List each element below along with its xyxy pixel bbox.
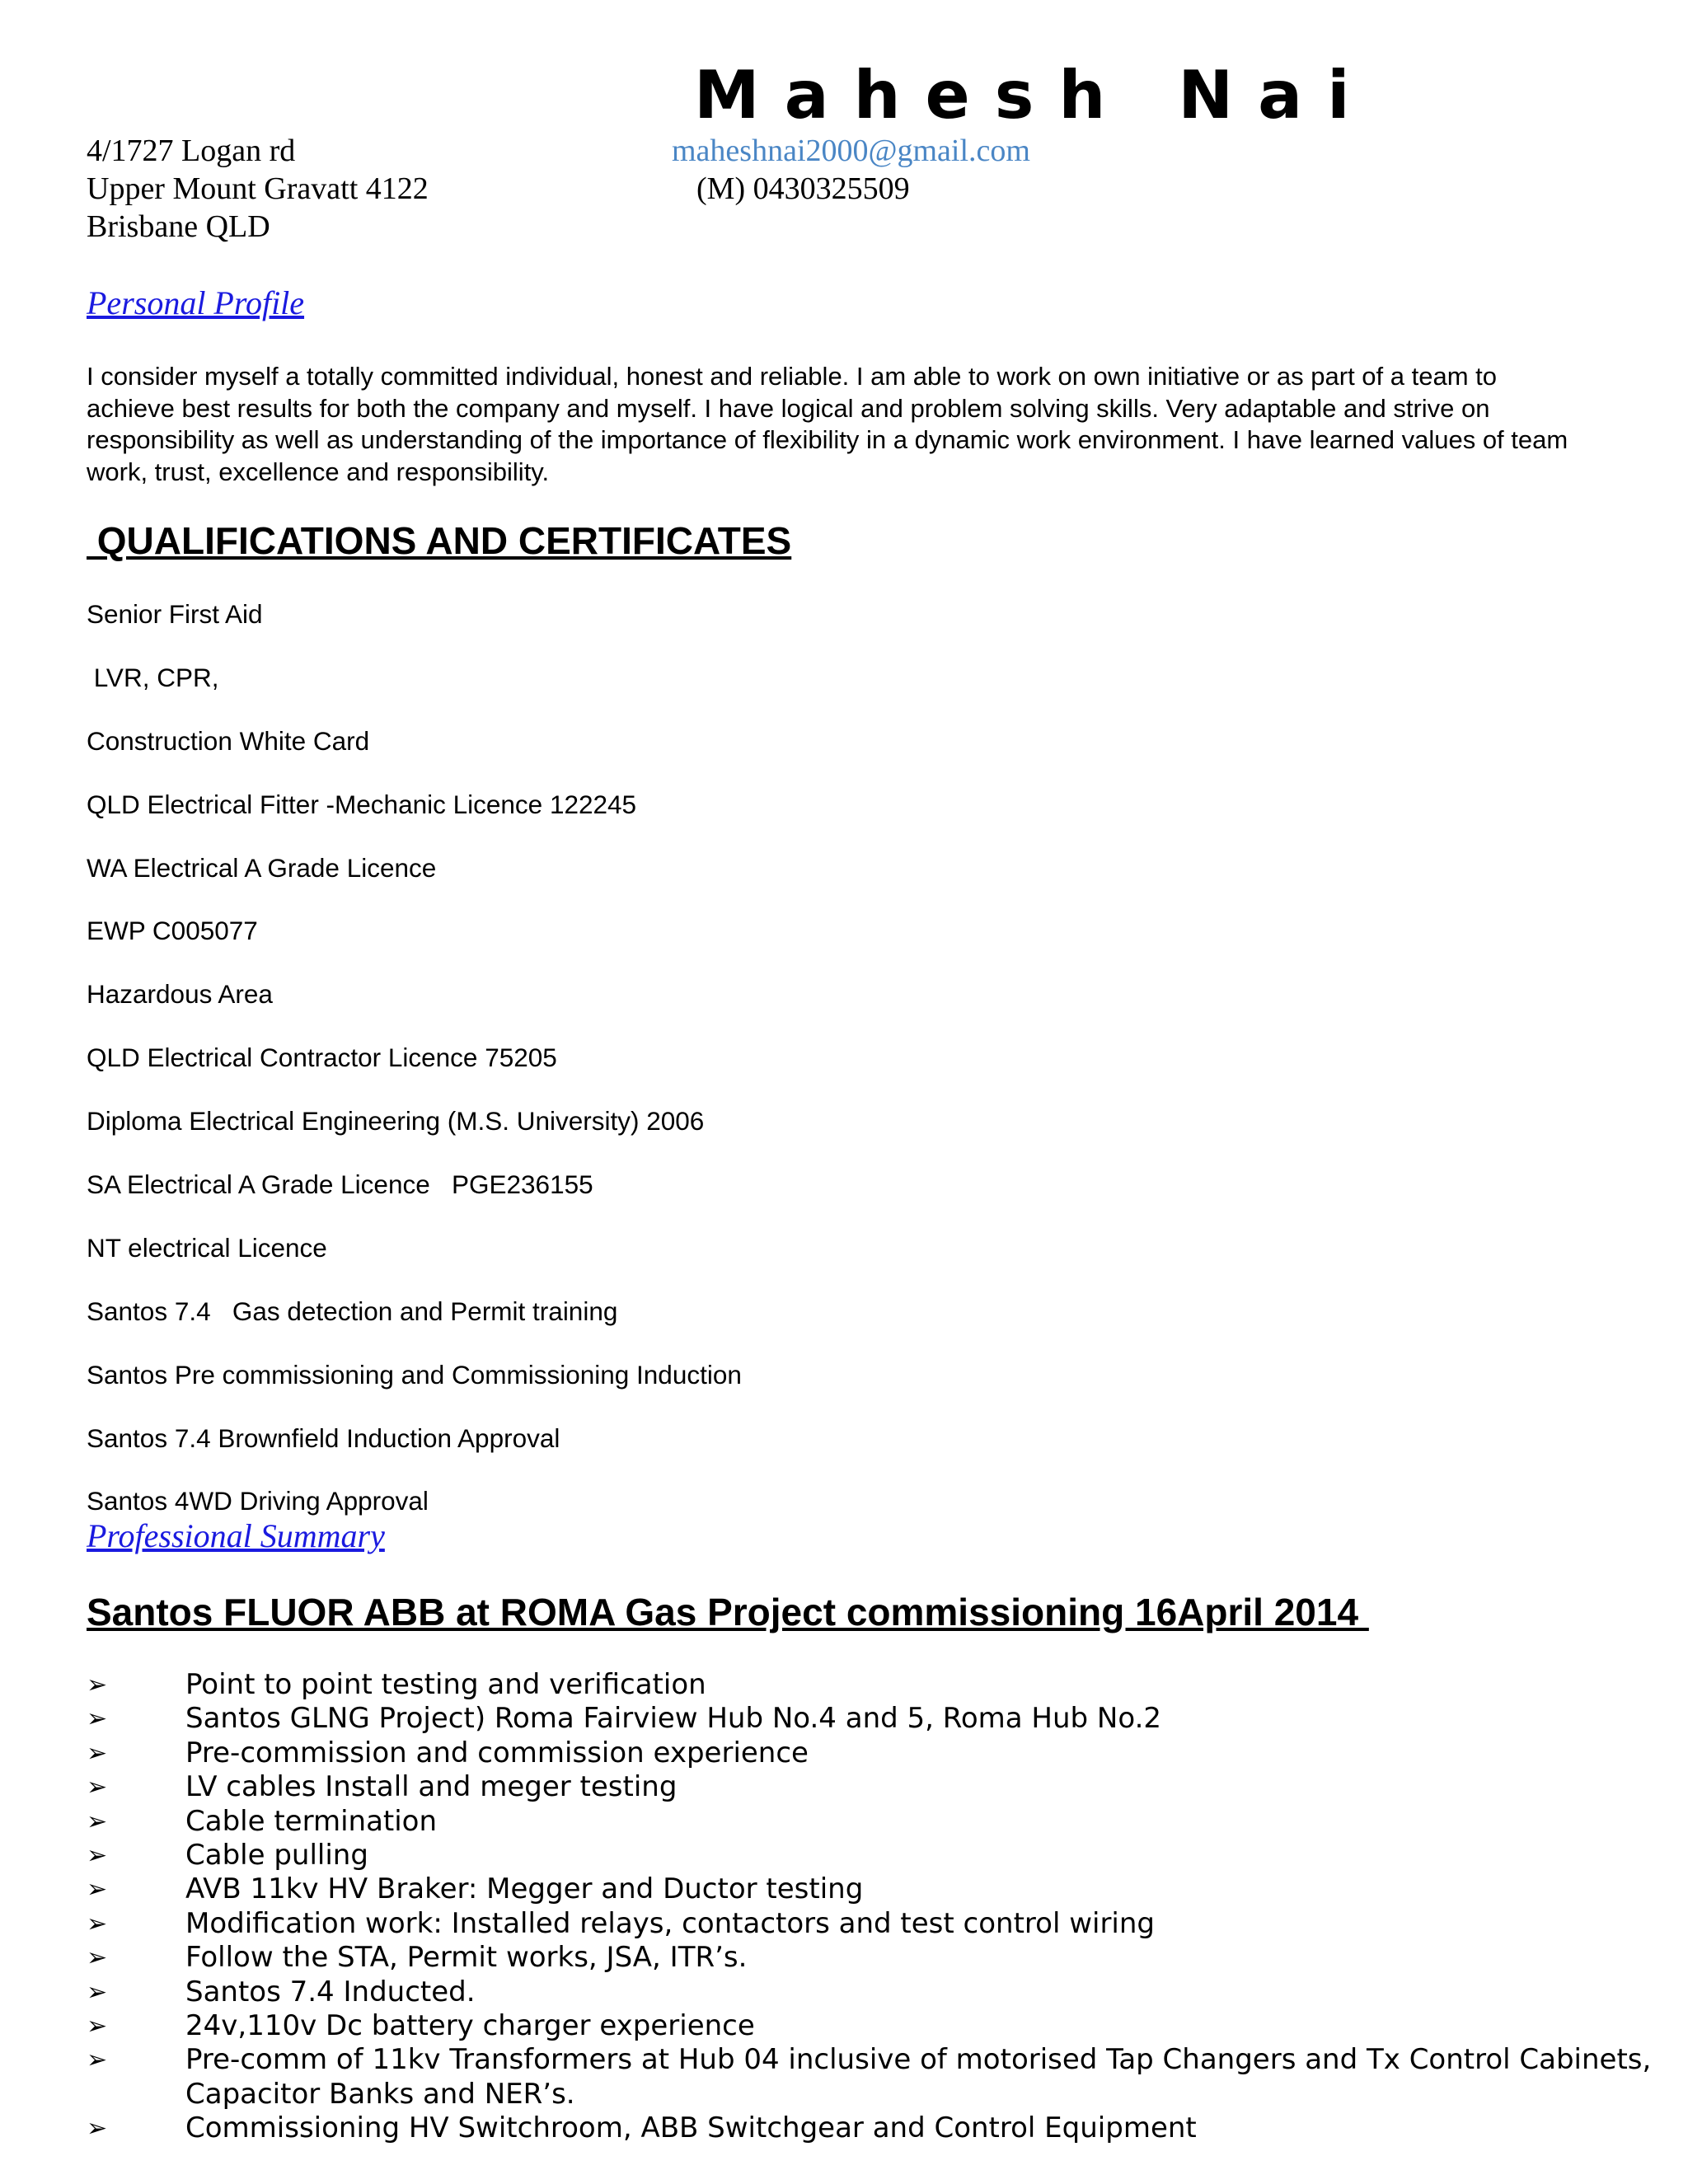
address-line-1: 4/1727 Logan rd — [87, 134, 296, 168]
qualification-item: Santos Pre commissioning and Commissioning Induction — [87, 1359, 742, 1390]
qualification-item: QLD Electrical Contractor Licence 75205 — [87, 1043, 557, 1073]
arrow-bullet-icon: ➢ — [87, 1807, 108, 1836]
bullet-text: AVB 11kv HV Braker: Megger and Ductor testing — [185, 1872, 864, 1906]
professional-summary-heading[interactable]: Professional Summary — [87, 1517, 385, 1554]
bullet-item — [87, 1975, 1651, 2009]
qualification-item: Santos 7.4 Gas detection and Permit training — [87, 1296, 618, 1326]
bullet-text: Capacitor Banks and NER’s. — [185, 2077, 575, 2111]
arrow-bullet-icon: ➢ — [87, 1875, 108, 1905]
arrow-bullet-icon: ➢ — [87, 1738, 108, 1768]
profile-text: I consider myself a totally committed individual, honest and reliable. I am able to work on own initiative or as part of a team to achieve best results for both the company and myself. I have logical and problem solving skills. Very adaptable and strive on responsibility as well as understanding of the importance of flexibility in a dynamic work environment. I have learned values of team work, trust, excellence and responsibility. — [87, 362, 1568, 486]
qualification-item: QLD Electrical Fitter -Mechanic Licence 122245 — [87, 789, 637, 819]
bullet-item-continuation — [87, 2078, 1651, 2111]
bullet-text: Cable pulling — [185, 1839, 368, 1872]
arrow-bullet-icon: ➢ — [87, 1671, 108, 1699]
mobile-number: (M) 0430325509 — [696, 171, 910, 206]
bullet-text: Commissioning HV Switchroom, ABB Switchgear and Control Equipment — [185, 2111, 1197, 2145]
bullet-item — [87, 2111, 1651, 2145]
qualification-item: LVR, CPR, — [87, 662, 219, 692]
email-link[interactable]: maheshnai2000@gmail.com — [672, 134, 1030, 168]
arrow-bullet-icon: ➢ — [87, 1704, 108, 1734]
qualification-item: WA Electrical A Grade Licence — [87, 852, 437, 883]
bullet-text: Modification work: Installed relays, contactors and test control wiring — [185, 1906, 1156, 1940]
bullet-text: LV cables Install and meger testing — [185, 1770, 678, 1804]
qualifications-heading: QUALIFICATIONS AND CERTIFICATES — [87, 519, 792, 562]
qualification-item: Hazardous Area — [87, 979, 273, 1010]
arrow-bullet-icon: ➢ — [87, 1841, 108, 1871]
bullet-text: Pre-comm of 11kv Transformers at Hub 04 inclusive of motorised Tap Changers and Tx Control Cabinets, — [185, 2043, 1652, 2077]
arrow-bullet-icon: ➢ — [87, 2114, 108, 2144]
bullet-item — [87, 1702, 1651, 1736]
bullet-item — [87, 1805, 1651, 1839]
address-line-3: Brisbane QLD — [87, 209, 270, 244]
bullet-item — [87, 1872, 1651, 1906]
bullet-item — [87, 2009, 1651, 2043]
qualification-item: SA Electrical A Grade Licence PGE236155 — [87, 1169, 593, 1200]
summary-bullets — [87, 1668, 1651, 2146]
qualification-item: Diploma Electrical Engineering (M.S. University) 2006 — [87, 1106, 705, 1137]
bullet-item — [87, 1770, 1651, 1804]
bullet-text: 24v,110v Dc battery charger experience — [185, 2009, 755, 2043]
arrow-bullet-icon: ➢ — [87, 2012, 108, 2041]
qualification-item: Santos 4WD Driving Approval — [87, 1486, 429, 1516]
arrow-bullet-icon: ➢ — [87, 1977, 108, 2007]
bullet-item — [87, 1941, 1651, 1975]
resume-name: Mahesh Nai — [694, 57, 1375, 134]
bullet-text: Point to point testing and verification — [185, 1668, 706, 1701]
qualification-item: NT electrical Licence — [87, 1232, 327, 1263]
qualifications-list — [87, 593, 742, 1544]
qualification-item: Santos 7.4 Brownfield Induction Approval — [87, 1422, 560, 1453]
arrow-bullet-icon: ➢ — [87, 2046, 108, 2075]
bullet-text: Follow the STA, Permit works, JSA, ITR’s. — [185, 1941, 748, 1975]
qualification-item: EWP C005077 — [87, 916, 258, 946]
qualification-item: Senior First Aid — [87, 599, 263, 629]
arrow-bullet-icon: ➢ — [87, 1909, 108, 1938]
bullet-text: Santos GLNG Project) Roma Fairview Hub No.4 and 5, Roma Hub No.2 — [185, 1702, 1162, 1736]
bullet-item — [87, 2043, 1651, 2077]
bullet-text: Santos 7.4 Inducted. — [185, 1975, 476, 2008]
personal-profile-heading[interactable]: Personal Profile — [87, 284, 305, 321]
bullet-text: Pre-commission and commission experience — [185, 1736, 809, 1769]
address-line-2: Upper Mount Gravatt 4122 — [87, 171, 429, 206]
bullet-item — [87, 1839, 1651, 1872]
arrow-bullet-icon: ➢ — [87, 1943, 108, 1973]
qualification-item: Construction White Card — [87, 725, 370, 756]
bullet-text: Cable termination — [185, 1804, 438, 1838]
bullet-item — [87, 1668, 1651, 1702]
arrow-bullet-icon: ➢ — [87, 1773, 108, 1802]
bullet-item — [87, 1907, 1651, 1941]
bullet-item — [87, 1736, 1651, 1770]
project-heading: Santos FLUOR ABB at ROMA Gas Project commissioning 16April 2014 — [87, 1591, 1369, 1633]
